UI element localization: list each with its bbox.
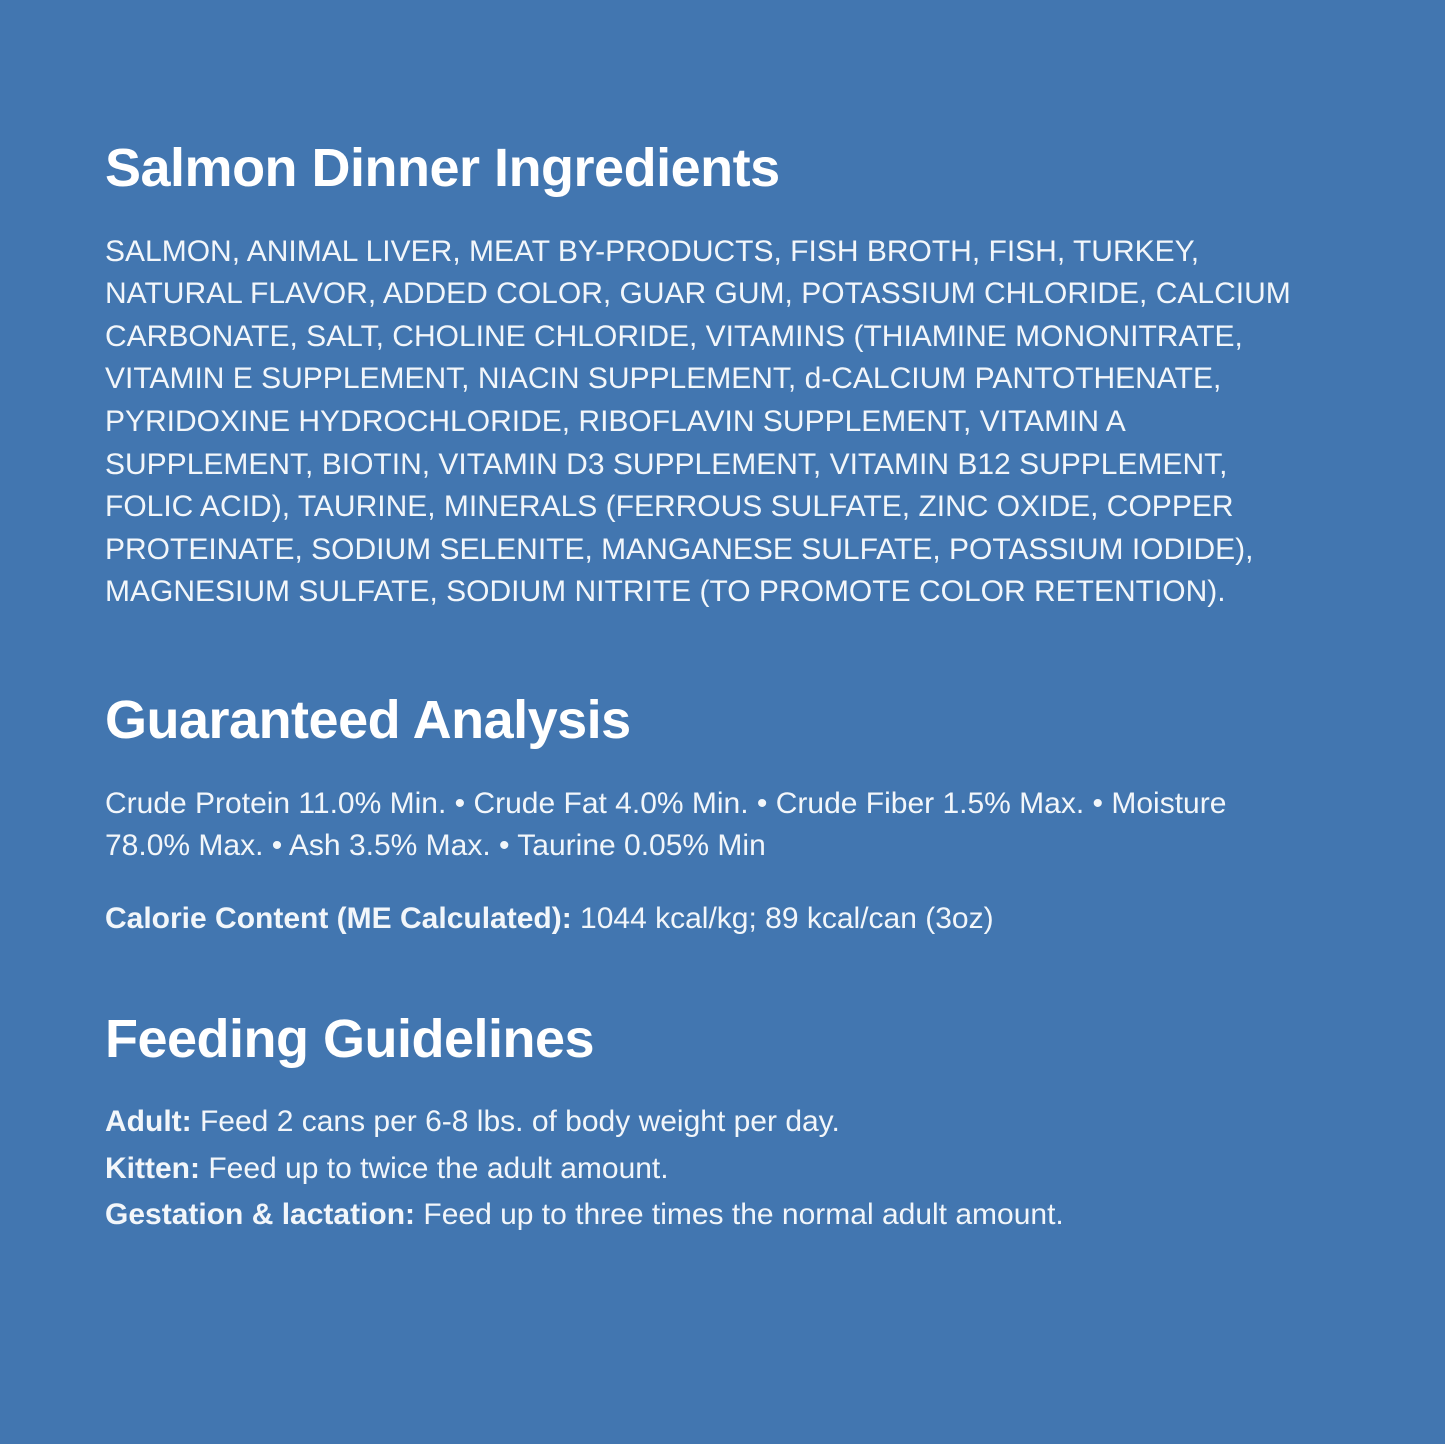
- ingredients-section: [105, 140, 1340, 614]
- ingredients-text: SALMON, ANIMAL LIVER, MEAT BY-PRODUCTS, FISH BROTH, FISH, TURKEY, NATURAL FLAVOR, ADDED COLOR, GUAR GUM, POTASSIUM CHLORIDE, CALCIUM CARBONATE, SALT, CHOLINE CHLORIDE, VITAMINS (THIAMINE MONONITRATE, VITAMIN E SUPPLEMENT, NIACIN SUPPLEMENT, d-CALCIUM PANTOTHENATE, PYRIDOXINE HYDROCHLORIDE, RIBOFLAVIN SUPPLEMENT, VITAMIN A SUPPLEMENT, BIOTIN, VITAMIN D3 SUPPLEMENT, VITAMIN B12 SUPPLEMENT, FOLIC ACID), TAURINE, MINERALS (FERROUS SULFATE, ZINC OXIDE, COPPER PROTEINATE, SODIUM SELENITE, MANGANESE SULFATE, POTASSIUM IODIDE), MAGNESIUM SULFATE, SODIUM NITRITE (TO PROMOTE COLOR RETENTION).: [105, 234, 1291, 609]
- calorie-content-label: Calorie Content (ME Calculated):: [105, 901, 572, 935]
- guaranteed-analysis-section: [105, 692, 1340, 940]
- calorie-content-value: 1044 kcal/kg; 89 kcal/can (3oz): [571, 901, 994, 935]
- guaranteed-analysis-title: Guaranteed Analysis: [105, 690, 631, 751]
- feeding-row-label: Gestation & lactation:: [105, 1198, 416, 1232]
- calorie-content-line: [105, 898, 1340, 941]
- feeding-row-text: Feed 2 cans per 6-8 lbs. of body weight per day.: [191, 1105, 840, 1139]
- feeding-row-text: Feed up to three times the normal adult amount.: [415, 1198, 1064, 1232]
- feeding-guidelines-section: [105, 1008, 1340, 1237]
- feeding-row-label: Kitten:: [105, 1151, 200, 1185]
- feeding-row: [105, 1194, 1340, 1237]
- feeding-row: [105, 1101, 1340, 1144]
- feeding-row: [105, 1148, 1340, 1191]
- feeding-row-text: Feed up to twice the adult amount.: [199, 1151, 669, 1185]
- feeding-guidelines-title: Feeding Guidelines: [105, 1008, 595, 1069]
- feeding-row-label: Adult:: [105, 1105, 192, 1139]
- guaranteed-analysis-text: Crude Protein 11.0% Min. • Crude Fat 4.0% Min. • Crude Fiber 1.5% Max. • Moisture 78.0% Max. • Ash 3.5% Max. • Taurine 0.05% Min: [105, 786, 1227, 863]
- ingredients-title: Salmon Dinner Ingredients: [105, 138, 780, 198]
